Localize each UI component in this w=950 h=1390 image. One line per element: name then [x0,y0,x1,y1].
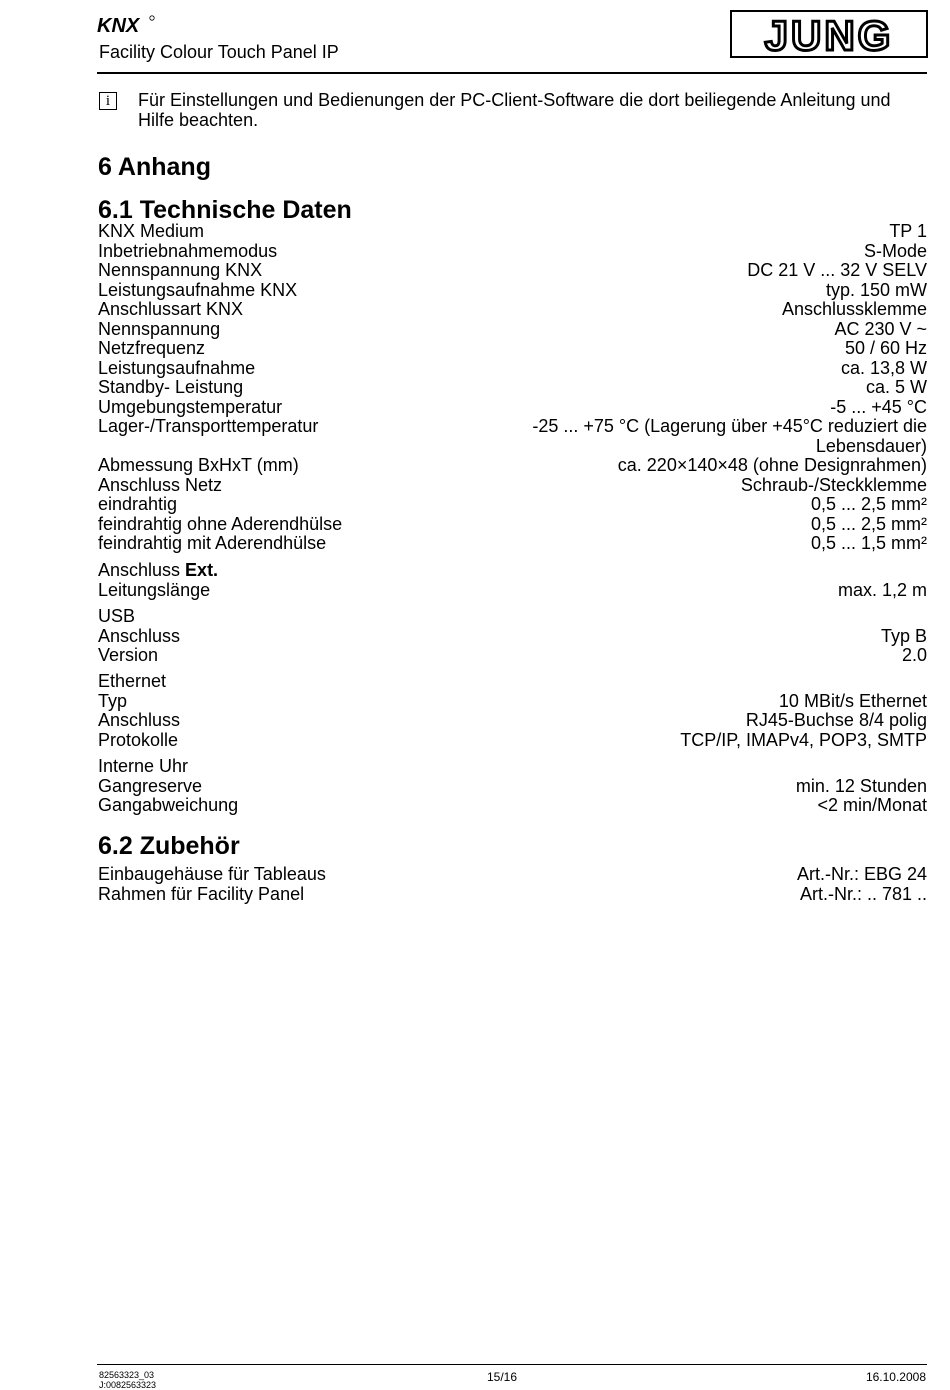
accessory-label: Einbaugehäuse für Tableaus [98,864,326,884]
footer-divider [97,1364,927,1365]
subheading-ext-prefix: Anschluss [98,560,186,580]
info-note: Für Einstellungen und Bedienungen der PC-Client-Software die dort beiliegende Anleitung und Hilfe beachten. [138,90,891,130]
subheading-ext-connection [98,561,218,581]
spec-value: RJ45-Buchse 8/4 polig [745,710,927,730]
spec-label: Netzfrequenz [98,338,206,358]
spec-row [98,581,927,601]
accessory-value: Art.-Nr.: EBG 24 [796,864,927,884]
footer-date: 16.10.2008 [865,1370,926,1384]
spec-label: Gangabweichung [98,795,239,815]
spec-value: 0,5 ... 2,5 mm² [810,494,927,514]
spec-label: Standby- Leistung [98,377,244,397]
document-title: Facility Colour Touch Panel IP [99,42,339,62]
spec-row [98,359,927,379]
accessory-label: Rahmen für Facility Panel [98,883,305,904]
spec-label: Leitungslänge [98,579,211,600]
spec-row [98,339,927,359]
spec-label: Inbetriebnahmemodus [98,240,278,261]
spec-label: Anschluss [98,625,181,646]
spec-value: -5 ... +45 °C [830,396,927,417]
spec-label: Nennspannung [98,318,221,339]
spec-row [98,627,927,647]
header-divider [97,72,927,74]
spec-value: AC 230 V ~ [834,318,927,339]
spec-label: feindrahtig ohne Aderendhülse [98,513,343,534]
spec-label: Typ [98,690,128,711]
svg-text:KNX: KNX [97,15,140,36]
footer-page-number: 15/16 [487,1370,518,1384]
spec-label: Umgebungstemperatur [98,396,283,417]
spec-value: Typ B [880,625,927,646]
spec-row [98,796,927,816]
spec-value: 2.0 [901,645,927,665]
spec-value: TCP/IP, IMAPv4, POP3, SMTP [680,729,927,750]
spec-value: ca. 220×140×48 (ohne Designrahmen) [617,455,927,475]
spec-value: min. 12 Stunden [795,775,927,796]
spec-value: <2 min/Monat [817,795,927,815]
subheading-internal-clock: Interne Uhr [98,756,189,776]
spec-value: -25 ... +75 °C (Lagerung über +45°C reduziert die Lebensdauer) [532,416,927,456]
spec-row [98,378,927,398]
spec-value: typ. 150 mW [825,279,927,300]
spec-value: Anschlussklemme [781,299,927,319]
accessory-value: Art.-Nr.: .. 781 .. [799,883,927,904]
spec-value: max. 1,2 m [837,579,927,600]
spec-value: ca. 13,8 W [840,357,927,378]
spec-row [98,261,927,281]
spec-label: feindrahtig mit Aderendhülse [98,533,327,553]
spec-value: TP 1 [889,221,927,241]
subheading-ethernet: Ethernet [98,671,167,691]
spec-row [98,222,927,242]
spec-row [98,417,927,456]
accessory-row [98,865,927,885]
spec-label: eindrahtig [98,494,178,514]
footer-job-number: J:0082563323 [99,1380,157,1390]
spec-label: Version [98,645,159,665]
svg-text:JUNG: JUNG [764,12,894,58]
spec-label: Protokolle [98,729,179,750]
spec-value: S-Mode [863,240,927,261]
spec-value: ca. 5 W [865,377,927,397]
spec-label: KNX Medium [98,221,205,241]
section-heading-technical-data: 6.1 Technische Daten [98,196,352,224]
spec-row [98,711,927,731]
spec-row [98,495,927,515]
spec-label: Anschlussart KNX [98,299,244,319]
spec-row [98,476,927,496]
spec-row [98,320,927,340]
section-heading-appendix: 6 Anhang [98,153,211,181]
footer-doc-number: 82563323_03 [99,1370,155,1380]
knx-logo [97,12,157,41]
spec-value: DC 21 V ... 32 V SELV [747,260,927,280]
spec-label: Lager-/Transporttemperatur [98,416,319,436]
spec-row [98,515,927,535]
spec-label: Anschluss [98,710,181,730]
subheading-usb: USB [98,606,136,626]
spec-row [98,242,927,262]
spec-value: 0,5 ... 2,5 mm² [810,513,927,534]
spec-row [98,456,927,476]
spec-value: 0,5 ... 1,5 mm² [810,533,927,553]
spec-value: 50 / 60 Hz [844,338,927,358]
spec-value: 10 MBit/s Ethernet [778,690,927,711]
info-icon: i [99,92,117,110]
spec-row [98,398,927,418]
spec-value: Schraub-/Steckklemme [740,474,927,495]
spec-label: Gangreserve [98,775,203,796]
spec-row [98,534,927,554]
spec-row [98,281,927,301]
spec-label: Nennspannung KNX [98,260,263,280]
spec-label: Anschluss Netz [98,474,223,495]
spec-row [98,777,927,797]
spec-row [98,692,927,712]
spec-row [98,300,927,320]
spec-row [98,646,927,666]
jung-logo [730,10,928,63]
section-heading-accessories: 6.2 Zubehör [98,832,240,860]
spec-label: Abmessung BxHxT (mm) [98,455,299,475]
spec-label: Leistungsaufnahme KNX [98,279,298,300]
accessory-row [98,885,927,905]
spec-label: Leistungsaufnahme [98,357,256,378]
spec-row [98,731,927,751]
subheading-ext-bold: Ext. [185,560,219,580]
